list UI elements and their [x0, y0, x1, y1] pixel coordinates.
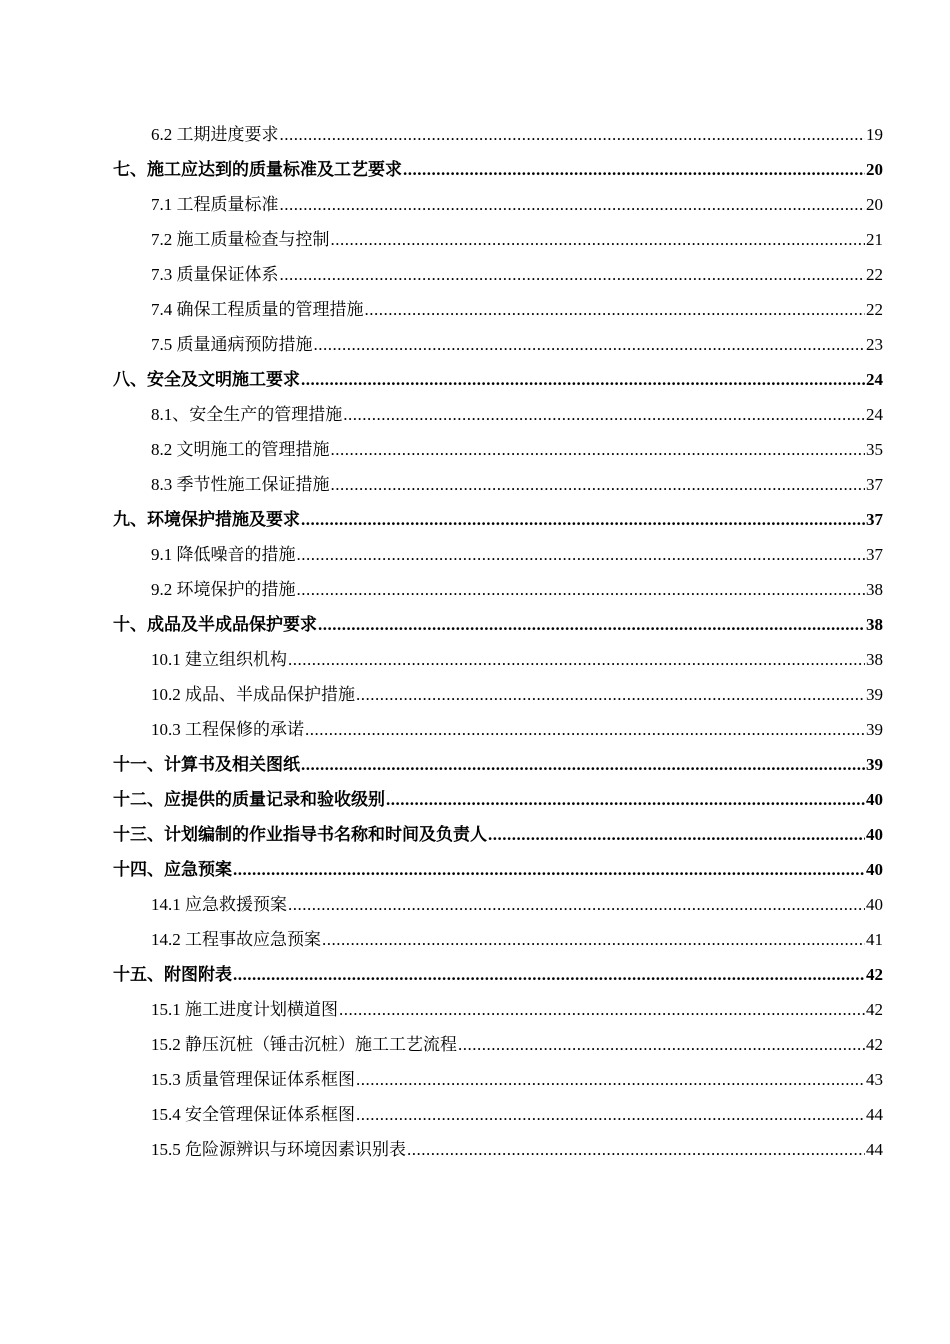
toc-page-number: 35 [866, 440, 883, 459]
toc-chapter-link[interactable] [113, 957, 883, 992]
toc-entry-label: 15.2 静压沉桩（锤击沉桩）施工工艺流程 [151, 1035, 457, 1054]
toc-dot-leader [233, 852, 865, 887]
toc-dot-leader [331, 467, 866, 502]
toc-entry-label: 6.2 工期进度要求 [151, 125, 279, 144]
toc-entry-label: 7.1 工程质量标准 [151, 195, 279, 214]
toc-page-number: 39 [866, 685, 883, 704]
toc-section-link[interactable] [113, 572, 883, 607]
toc-page-number: 21 [866, 230, 883, 249]
toc-chapter-link[interactable] [113, 362, 883, 397]
toc-page-number: 37 [866, 510, 883, 529]
toc-dot-leader [314, 327, 866, 362]
toc-dot-leader [280, 257, 866, 292]
toc-page-number: 22 [866, 300, 883, 319]
toc-section-link[interactable] [113, 712, 883, 747]
toc-section-link[interactable] [113, 922, 883, 957]
toc-entry-label: 14.2 工程事故应急预案 [151, 930, 321, 949]
toc-page-number: 24 [866, 405, 883, 424]
toc-dot-leader [305, 712, 865, 747]
toc-section-link[interactable] [113, 222, 883, 257]
toc-section-link[interactable] [113, 397, 883, 432]
toc-dot-leader [297, 537, 866, 572]
toc-dot-leader [331, 432, 866, 467]
toc-entry-label: 9.1 降低噪音的措施 [151, 545, 296, 564]
toc-chapter-link[interactable] [113, 502, 883, 537]
toc-page-number: 40 [866, 825, 883, 844]
toc-entry-label: 十、成品及半成品保护要求 [113, 615, 317, 634]
toc-entry-label: 8.1、安全生产的管理措施 [151, 405, 343, 424]
toc-section-link[interactable] [113, 292, 883, 327]
toc-page-number: 39 [866, 755, 883, 774]
toc-page-number: 42 [866, 965, 883, 984]
toc-chapter-link[interactable] [113, 852, 883, 887]
toc-entry-label: 10.2 成品、半成品保护措施 [151, 685, 355, 704]
toc-section-link[interactable] [113, 467, 883, 502]
toc-page-number: 39 [866, 720, 883, 739]
toc-page-number: 22 [866, 265, 883, 284]
toc-entry-label: 8.2 文明施工的管理措施 [151, 440, 330, 459]
toc-entry-label: 10.3 工程保修的承诺 [151, 720, 304, 739]
toc-dot-leader [343, 397, 865, 432]
toc-entry-label: 7.4 确保工程质量的管理措施 [151, 300, 364, 319]
toc-dot-leader [280, 187, 866, 222]
toc-entry-label: 七、施工应达到的质量标准及工艺要求 [113, 160, 402, 179]
toc-dot-leader [288, 642, 865, 677]
toc-entry-label: 7.5 质量通病预防措施 [151, 335, 313, 354]
toc-dot-leader [301, 502, 865, 537]
toc-page-number: 42 [866, 1000, 883, 1019]
toc-dot-leader [288, 887, 865, 922]
toc-chapter-link[interactable] [113, 817, 883, 852]
toc-section-link[interactable] [113, 257, 883, 292]
toc-dot-leader [233, 957, 865, 992]
toc-page-number: 44 [866, 1105, 883, 1124]
toc-page-number: 37 [866, 545, 883, 564]
toc-page-number: 40 [866, 790, 883, 809]
toc-dot-leader [407, 1132, 865, 1167]
toc-section-link[interactable] [113, 642, 883, 677]
toc-entry-label: 十三、计划编制的作业指导书名称和时间及负责人 [113, 825, 487, 844]
toc-page-number: 20 [866, 195, 883, 214]
toc-section-link[interactable] [113, 1027, 883, 1062]
toc-dot-leader [280, 117, 866, 152]
toc-entry-label: 8.3 季节性施工保证措施 [151, 475, 330, 494]
toc-section-link[interactable] [113, 1132, 883, 1167]
toc-dot-leader [339, 992, 865, 1027]
toc-dot-leader [318, 607, 865, 642]
toc-dot-leader [301, 362, 865, 397]
toc-page-number: 38 [866, 650, 883, 669]
toc-entry-label: 15.3 质量管理保证体系框图 [151, 1070, 355, 1089]
toc-dot-leader [488, 817, 865, 852]
toc-entry-label: 八、安全及文明施工要求 [113, 370, 300, 389]
toc-dot-leader [403, 152, 865, 187]
toc-entry-label: 15.1 施工进度计划横道图 [151, 1000, 338, 1019]
toc-chapter-link[interactable] [113, 782, 883, 817]
toc-dot-leader [365, 292, 866, 327]
toc-section-link[interactable] [113, 887, 883, 922]
toc-dot-leader [331, 222, 866, 257]
toc-section-link[interactable] [113, 432, 883, 467]
toc-entry-label: 7.2 施工质量检查与控制 [151, 230, 330, 249]
toc-entry-label: 九、环境保护措施及要求 [113, 510, 300, 529]
toc-page-number: 40 [866, 895, 883, 914]
toc-section-link[interactable] [113, 117, 883, 152]
toc-section-link[interactable] [113, 187, 883, 222]
toc-section-link[interactable] [113, 677, 883, 712]
toc-page-number: 44 [866, 1140, 883, 1159]
toc-page-number: 40 [866, 860, 883, 879]
toc-entry-label: 十四、应急预案 [113, 860, 232, 879]
toc-entry-label: 15.5 危险源辨识与环境因素识别表 [151, 1140, 406, 1159]
toc-page-number: 19 [866, 125, 883, 144]
toc-chapter-link[interactable] [113, 152, 883, 187]
toc-page-number: 43 [866, 1070, 883, 1089]
toc-section-link[interactable] [113, 537, 883, 572]
toc-dot-leader [301, 747, 865, 782]
toc-entry-label: 7.3 质量保证体系 [151, 265, 279, 284]
toc-page-number: 38 [866, 615, 883, 634]
toc-entry-label: 15.4 安全管理保证体系框图 [151, 1105, 355, 1124]
toc-page-number: 24 [866, 370, 883, 389]
toc-entry-label: 十一、计算书及相关图纸 [113, 755, 300, 774]
table-of-contents [113, 117, 883, 1167]
toc-section-link[interactable] [113, 1062, 883, 1097]
toc-dot-leader [386, 782, 865, 817]
toc-page-number: 41 [866, 930, 883, 949]
toc-dot-leader [322, 922, 865, 957]
toc-entry-label: 14.1 应急救援预案 [151, 895, 287, 914]
toc-page-number: 42 [866, 1035, 883, 1054]
toc-chapter-link[interactable] [113, 747, 883, 782]
toc-entry-label: 9.2 环境保护的措施 [151, 580, 296, 599]
toc-dot-leader [297, 572, 866, 607]
toc-dot-leader [356, 1097, 865, 1132]
toc-page-number: 20 [866, 160, 883, 179]
toc-page-number: 37 [866, 475, 883, 494]
toc-section-link[interactable] [113, 992, 883, 1027]
toc-entry-label: 10.1 建立组织机构 [151, 650, 287, 669]
toc-section-link[interactable] [113, 327, 883, 362]
toc-section-link[interactable] [113, 1097, 883, 1132]
toc-dot-leader [356, 677, 865, 712]
toc-entry-label: 十二、应提供的质量记录和验收级别 [113, 790, 385, 809]
toc-page-number: 23 [866, 335, 883, 354]
toc-chapter-link[interactable] [113, 607, 883, 642]
toc-page-number: 38 [866, 580, 883, 599]
toc-dot-leader [458, 1027, 865, 1062]
toc-entry-label: 十五、附图附表 [113, 965, 232, 984]
toc-dot-leader [356, 1062, 865, 1097]
